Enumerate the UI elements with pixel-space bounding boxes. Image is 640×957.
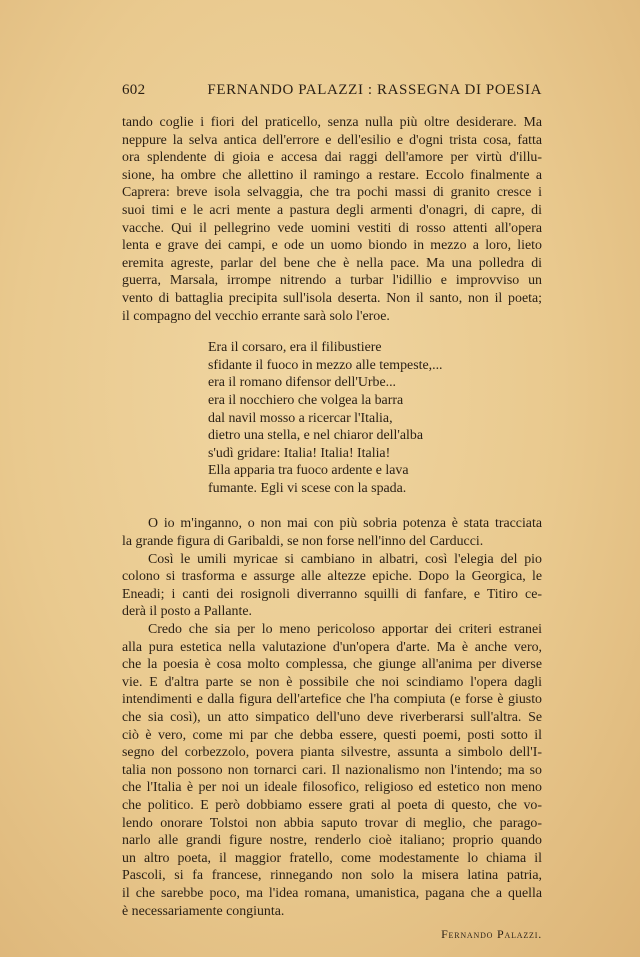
paragraph-1 xyxy=(122,114,542,325)
text-line: un altro poeta, il maggior fratello, come modestamente lo chiama il xyxy=(122,850,542,866)
poem-line: era il nocchiero che volgea la barra xyxy=(208,392,404,408)
poem-line: fumante. Egli vi scese con la spada. xyxy=(208,480,407,496)
poem-quote xyxy=(208,339,542,497)
text-line: Caprera: breve isola selvaggia, che tra pochi massi di granito cresce i xyxy=(122,185,542,201)
poem-line: era il romano difensor dell'Urbe... xyxy=(208,375,397,391)
text-line: che politico. E però dobbiamo essere grati al poeta di questo, che vo- xyxy=(122,797,542,813)
text-line: O io m'inganno, o non mai con più sobria potenza è stata tracciata xyxy=(148,516,542,532)
text-line: ciò è vero, come mi par che debba essere, questi poemi, posti sotto il xyxy=(122,727,542,743)
text-line: Eneadi; i canti dei rosignoli diverranno squilli di fanfare, e Titiro ce- xyxy=(122,586,542,602)
text-line: colono si trasforma e assurge alle altezze epiche. Dopo la Georgica, le xyxy=(122,569,542,585)
poem-line: Ella apparia tra fuoco ardente e lava xyxy=(208,463,409,479)
paragraph-2 xyxy=(122,515,542,550)
running-title: FERNANDO PALAZZI : RASSEGNA DI POESIA xyxy=(207,82,542,98)
text-line: che la poesia è cosa molto complessa, che giunge all'anima per diverse xyxy=(122,657,542,673)
poem-line: s'udì gridare: Italia! Italia! Italia! xyxy=(208,445,391,461)
text-line: tando coglie i fiori del praticello, senza nulla più oltre desiderare. Ma xyxy=(122,115,542,130)
text-line: Credo che sia per lo meno pericoloso apportar dei criteri estranei xyxy=(148,622,542,638)
text-line: la grande figura di Garibaldi, se non forse nell'inno del Carducci. xyxy=(122,534,484,550)
text-line: lendo onorare Tolstoi non abbia saputo trovar di meglio, che parago- xyxy=(122,815,542,831)
text-line: vento di battaglia precipita sull'isola deserta. Non il santo, non il poeta; xyxy=(122,290,542,306)
paragraph-3 xyxy=(122,551,542,621)
text-line: Così le umili myricae si cambiano in albatri, così l'elegia del pio xyxy=(148,551,542,567)
author-signature: Fernando Palazzi. xyxy=(441,927,542,942)
text-line: il compagno del vecchio errante sarà solo l'eroe. xyxy=(122,308,390,324)
text-line: il che sarebbe poco, ma l'idea romana, umanistica, pagana che a quella xyxy=(122,885,542,901)
text-line: vie. E d'altra parte se non è possibile che noi scindiamo l'opera dagli xyxy=(122,674,542,690)
text-line: intendimenti e dalla figura dell'artefice che l'ha compiuta (e forse è giusto xyxy=(122,692,542,708)
poem-line: sfidante il fuoco in mezzo alle tempeste,... xyxy=(208,357,443,373)
text-line: neppure la selva antica dell'errore e dell'esilio e d'ogni trista cosa, fatta xyxy=(122,132,542,148)
page-number: 602 xyxy=(122,82,146,98)
text-line: ora splendente di gioia e accesa dai raggi dell'amore per virtù d'illu- xyxy=(122,150,542,166)
poem-line: dietro una stella, e nel chiaror dell'alba xyxy=(208,428,424,444)
text-line: lenta e grave dei campi, e ode un uomo biondo in mezzo a loro, lieto xyxy=(122,238,542,254)
text-line: eremita agreste, parlar del bene che è nella pace. Ma una polledra di xyxy=(122,255,542,271)
text-line: narlo alle grandi figure nostre, renderlo cioè italiano; proprio quando xyxy=(122,833,542,849)
text-line: segno del corbezzolo, povera pianta silvestre, assunta a simbolo dell'I- xyxy=(122,745,542,761)
text-body xyxy=(122,114,542,944)
text-line: guerra, Marsala, irrompe nitrendo a turbar l'idillio e improvviso un xyxy=(122,273,542,289)
poem-line: Era il corsaro, era il filibustiere xyxy=(208,340,382,356)
text-line: alla pura estetica nella valutazione d'un'opera d'arte. Ma è anche vero, xyxy=(122,639,542,655)
page-header xyxy=(122,82,542,102)
text-line: che sia così), un atto simpatico dell'uno deve riverberarsi sull'altra. Se xyxy=(122,710,542,725)
text-line: talia non possono non tornarci cari. Il nazionalismo non l'intendo; ma so xyxy=(122,762,542,778)
text-line: derà il posto a Pallante. xyxy=(122,604,252,620)
text-line: sione, ha ombre che allettino il ramingo a restare. Eccolo finalmente a xyxy=(122,167,542,183)
text-line: è necessariamente congiunta. xyxy=(122,903,285,919)
paragraph-4 xyxy=(122,621,542,920)
text-line: suoi timi e le acri mente a pastura degli armenti d'onagri, di capre, di xyxy=(122,202,542,218)
text-line: che l'Italia è per noi un ideale filosofico, religioso ed estetico non meno xyxy=(122,780,542,796)
text-line: vacche. Qui il pellegrino vede uomini vestiti di rosso attenti all'opera xyxy=(122,220,542,236)
text-line: Pascoli, si fa francese, rinnegando non solo la misera latina patria, xyxy=(122,868,542,884)
poem-line: dal navil mosso a ricercar l'Italia, xyxy=(208,410,393,426)
